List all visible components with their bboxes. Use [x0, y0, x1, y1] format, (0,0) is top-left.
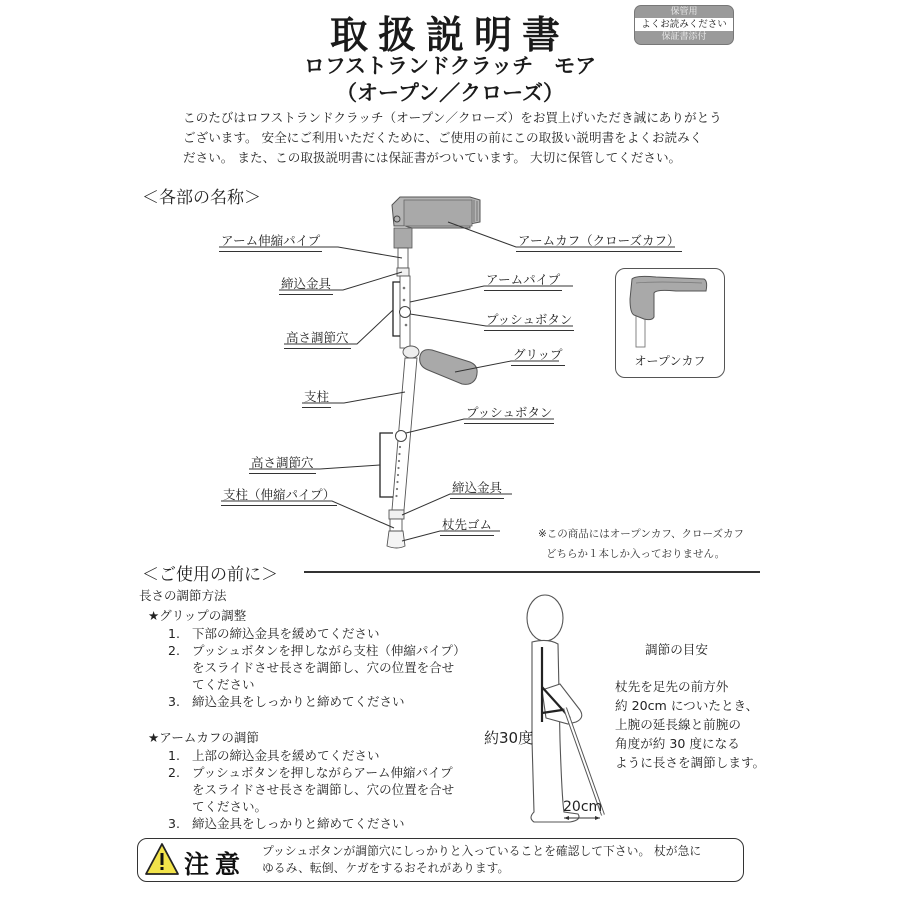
warning-triangle-icon [144, 842, 180, 876]
usage-figure [470, 590, 620, 830]
method-title: 長さの調節方法 [139, 588, 227, 603]
angle-label: 約30度 [484, 729, 534, 747]
open-cuff-inset [615, 268, 725, 378]
product-name: ロフストランドクラッチ モア [303, 54, 597, 78]
label-push-button-lower: プッシュボタン [464, 403, 554, 424]
arm-cuff-icon [392, 197, 480, 228]
intro-line: ださい。 また、この取扱説明書には保証書がついています。 大切に保管してください。 [183, 150, 682, 165]
caution-message: プッシュボタンが調節穴にしっかりと入っていることを確認して下さい。 杖が急に ゆるみ、転倒、ケガをするおそれがあります。 [262, 844, 702, 875]
intro-line: ございます。 安全にご利用いただくために、ご使用の前にこの取扱い説明書をよくお読みく [183, 130, 703, 145]
label-height-holes-lower: 高さ調節穴 [249, 453, 316, 474]
label-arm-pipe: アームパイプ [484, 270, 562, 291]
open-cuff-icon [616, 269, 724, 349]
product-variant: （オープン／クローズ） [335, 81, 565, 105]
label-arm-cuff: アームカフ（クローズカフ） [516, 231, 682, 252]
guide-text: 杖先を足先の前方外 約 20cm についたとき、 上腕の延長線と前腕の 角度が約 30 度になる ように長さを調節します。 [615, 679, 766, 770]
product-note [538, 524, 744, 564]
label-height-holes-upper: 高さ調節穴 [284, 328, 351, 349]
badge-middle: よくお読みください [635, 18, 733, 31]
label-arm-extension-pipe: アーム伸縮パイプ [219, 231, 322, 252]
cuff-adjust-title: ★アームカフの調節 [148, 730, 259, 745]
distance-label: 20cm [563, 799, 603, 815]
label-push-button-upper: プッシュボタン [484, 310, 574, 331]
note-line: どちらか１本しか入っておりません。 [546, 548, 726, 560]
section-divider [304, 571, 760, 573]
badge-top: 保管用 [670, 7, 698, 17]
before-use-heading: ＜ご使用の前に＞ [142, 565, 278, 585]
label-rubber-tip: 杖先ゴム [440, 515, 494, 536]
label-clamp-upper: 締込金具 [279, 274, 333, 295]
label-grip: グリップ [511, 345, 565, 366]
label-pillar: 支柱 [302, 387, 331, 408]
cuff-adjust-steps: 1. 上部の締込金具を緩めてください 2. プッシュボタンを押しながらアーム伸縮パイプ をスライドさせ長さを調節し、穴の位置を合せ てください。 3. 締込金具をしっかりと締めてください [168, 748, 455, 831]
label-pillar-extension: 支柱（伸縮パイプ） [221, 485, 337, 506]
open-cuff-caption: オープンカフ [634, 354, 706, 368]
intro-line: このたびはロフストランドクラッチ（オープン／クローズ）をお買上げいただき誠にありがとう [183, 110, 722, 125]
label-clamp-lower: 締込金具 [450, 478, 504, 499]
grip-adjust-steps: 1. 下部の締込金具を緩めてください 2. プッシュボタンを押しながら支柱（伸縮パイプ） をスライドさせ長さを調節し、穴の位置を合せ てください 3. 締込金具をしっかりと締めてください [168, 626, 466, 709]
document-title: 取扱説明書 [329, 13, 570, 57]
caution-word: 注意 [184, 850, 247, 879]
parts-heading: ＜各部の名称＞ [142, 188, 261, 208]
grip-adjust-title: ★グリップの調整 [148, 608, 247, 623]
caution-box [137, 838, 744, 882]
note-line: ※この商品にはオープンカフ、クローズカフ [538, 528, 744, 540]
badge-bottom: 保証書添付 [661, 32, 707, 42]
guide-title: 調節の目安 [645, 642, 708, 657]
